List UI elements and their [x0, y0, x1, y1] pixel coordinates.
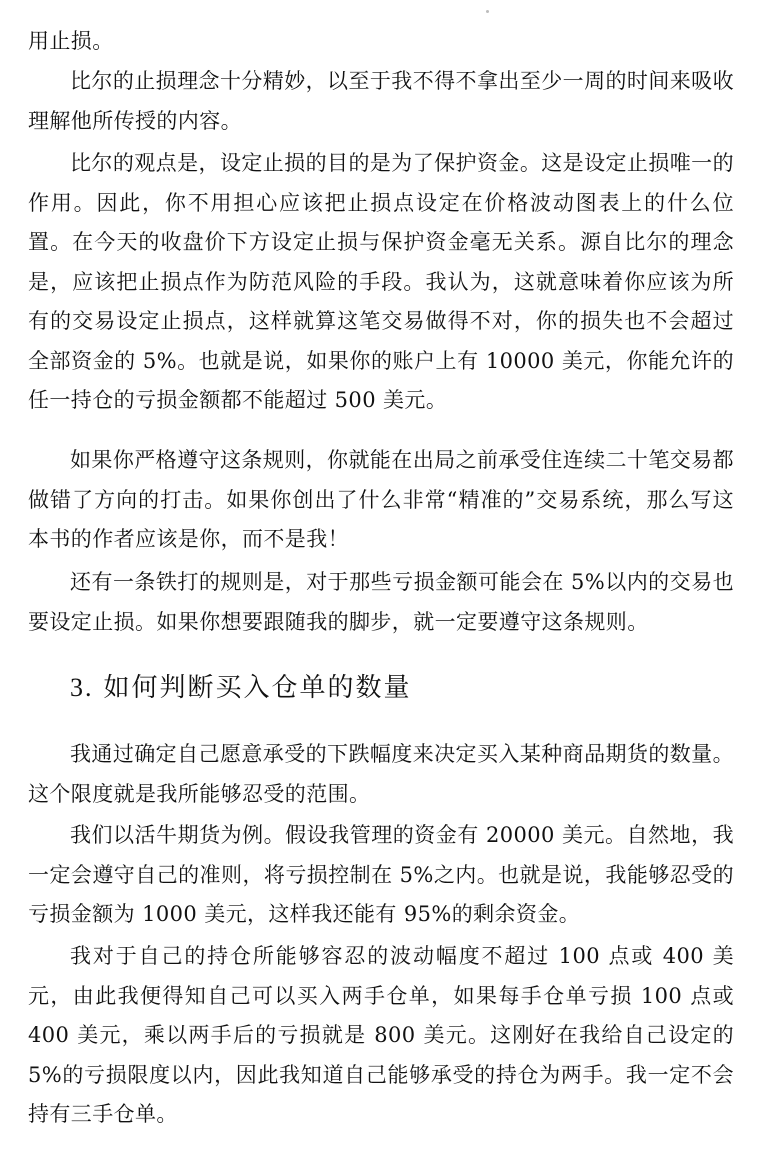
paragraph-continuation: 用止损。 [28, 29, 114, 53]
paragraph-protect-capital: 比尔的观点是，设定止损的目的是为了保护资金。这是设定止损唯一的作用。因此，你不用担心应该把止损点设定在价格波动图表上的什么位置。在今天的收盘价下方设定止损与保护资金毫无关系。源自比尔的理念是，应该把止损点作为防范风险的手段。我认为，这就意味着你应该为所有的交易设定止损点，这样就算这笔交易做得不对，你的损失也不会超过全部资金的 5%。也就是说，如果你的账户上有 10000 美元，你能允许的任一持仓的亏损金额都不能超过 500 美元。 [28, 151, 734, 412]
paragraph-stop-loss-concept: 比尔的止损理念十分精妙，以至于我不得不拿出至少一周的时间来吸收理解他所传授的内容。 [28, 69, 734, 133]
paragraph-two-contracts: 我对于自己的持仓所能够容忍的波动幅度不超过 100 点或 400 美元，由此我便得知自己可以买入两手仓单，如果每手仓单亏损 100 点或400 美元，乘以两手后的亏损就是 800 美元。这刚好在我给自己设定的5%的亏损限度以内，因此我知道自己能够承受的持仓为两手。我一定不会持有三手仓单。 [28, 944, 734, 1126]
scan-speck [486, 10, 489, 13]
paragraph-strict-rule: 如果你严格遵守这条规则，你就能在出局之前承受住连续二十笔交易都做错了方向的打击。如果你创出了什么非常“精准的”交易系统，那么写这本书的作者应该是你，而不是我！ [28, 448, 734, 551]
paragraph-live-cattle-example: 我们以活牛期货为例。假设我管理的资金有 20000 美元。自然地，我一定会遵守自己的准则，将亏损控制在 5%之内。也就是说，我能够忍受的亏损金额为 1000 美元，这样我还能有 95%的剩余资金。 [28, 823, 734, 926]
paragraph-iron-rule: 还有一条铁打的规则是，对于那些亏损金额可能会在 5%以内的交易也要设定止损。如果你想要跟随我的脚步，就一定要遵守这条规则。 [28, 570, 734, 634]
section-number: 3. [70, 673, 94, 702]
section-title: 如何判断买入仓单的数量 [103, 673, 412, 703]
section-heading [70, 668, 412, 708]
paragraph-position-size: 我通过确定自己愿意承受的下跌幅度来决定买入某种商品期货的数量。这个限度就是我所能够忍受的范围。 [28, 742, 734, 806]
